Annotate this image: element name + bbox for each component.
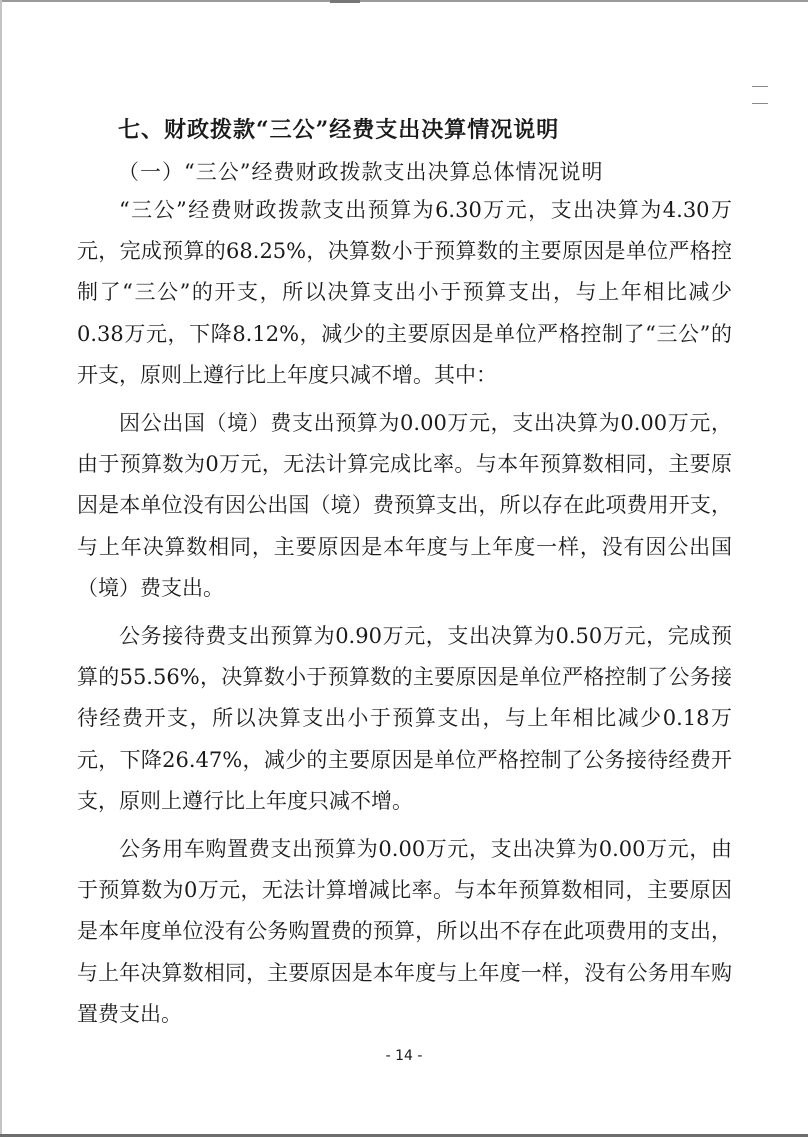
- paragraph-overseas-travel: 因公出国（境）费支出预算为0.00万元，支出决算为0.00万元，由于预算数为0万元，无法计算完成比率。与本年预算数相同，主要原因是本单位没有因公出国（境）费预算支出，所以存在此项费用开支，与上年决算数相同，主要原因是本年度与上年度一样，没有因公出国（境）费支出。: [77, 411, 732, 600]
- scan-edge-left: [0, 0, 2, 1137]
- page-number: - 14 -: [385, 1048, 423, 1064]
- paragraph-overview: “三公”经费财政拨款支出预算为6.30万元，支出决算为4.30万元，完成预算的68.25%，决算数小于预算数的主要原因是单位严格控制了“三公”的开支，所以决算支出小于预算支出，与上年相比减少0.38万元，下降8.12%，减少的主要原因是单位严格控制了“三公”的开支，原则上遵行比上年度只减不增。其中：: [77, 198, 732, 387]
- scan-mark-top: [330, 0, 360, 3]
- scan-mark-right-2: [752, 103, 768, 104]
- section-heading: 七、财政拨款“三公”经费支出决算情况说明: [118, 117, 560, 143]
- scan-mark-right-1: [752, 86, 768, 87]
- subsection-heading: （一）“三公”经费财政拨款支出决算总体情况说明: [118, 160, 604, 184]
- paragraph-reception: 公务接待费支出预算为0.90万元，支出决算为0.50万元，完成预算的55.56%，决算数小于预算数的主要原因是单位严格控制了公务接待经费开支，所以决算支出小于预算支出，与上年相比减少0.18万元，下降26.47%，减少的主要原因是单位严格控制了公务接待经费开支，原则上遵行比上年度只减不增。: [77, 624, 732, 813]
- scan-edge-top: [0, 0, 808, 2]
- paragraph-vehicle-purchase: 公务用车购置费支出预算为0.00万元，支出决算为0.00万元，由于预算数为0万元，无法计算增减比率。与本年预算数相同，主要原因是本年度单位没有公务购置费的预算，所以出不存在此项费用的支出，与上年决算数相同，主要原因是本年度与上年度一样，没有公务用车购置费支出。: [77, 837, 732, 1026]
